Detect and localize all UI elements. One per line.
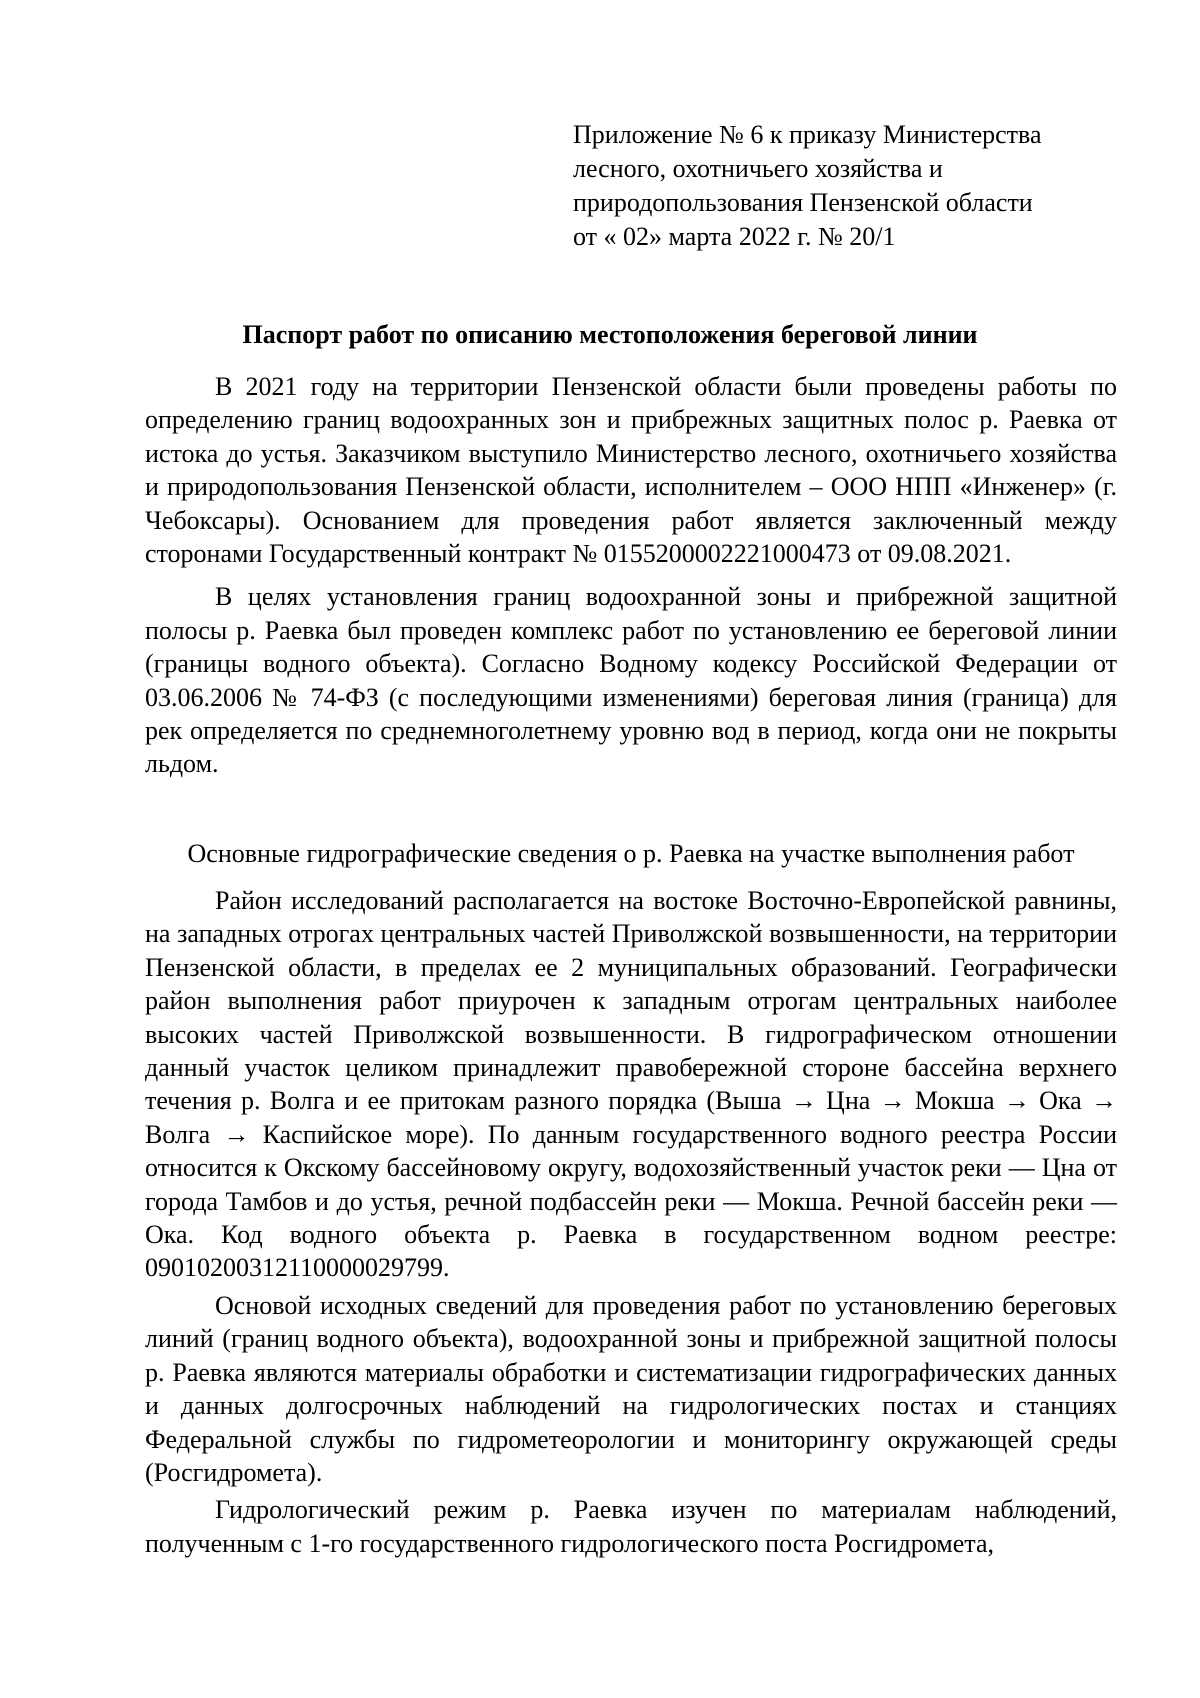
paragraph-hydrological-regime: Гидрологический режим р. Раевка изучен по материалам наблюдений, полученным с 1-го государственного гидрологического поста Росгидромета,	[145, 1495, 1117, 1558]
appendix-line: Приложение № 6 к приказу Министерства	[573, 120, 1042, 149]
paragraph-source-data: Основой исходных сведений для проведения работ по установлению береговых линий (границ водного объекта), водоохранной зоны и прибрежной защитной полосы р. Раевка являются материалы обработки и систематизации гидрографических данных и данных долгосрочных наблюдений на гидрологических постах и станциях Федеральной службы по гидрометеорологии и мониторингу окружающей среды (Росгидромета).	[145, 1290, 1117, 1487]
appendix-line: лесного, охотничьего хозяйства и	[573, 154, 943, 183]
intro-section	[145, 370, 1117, 781]
hydrographic-section	[145, 884, 1117, 1560]
appendix-reference	[573, 118, 1133, 254]
document-title: Паспорт работ по описанию местоположения береговой линии	[242, 320, 978, 349]
paragraph-works-overview: В 2021 году на территории Пензенской области были проведены работы по определению границ водоохранных зон и прибрежных защитных полос р. Раевка от истока до устья. Заказчиком выступило Министерство лесного, охотничьего хозяйства и природопользования Пензенской области, исполнителем – ООО НПП «Инженер» (г. Чебоксары). Основанием для проведения работ является заключенный между сторонами Государственный контракт № 0155200002221000473 от 09.08.2021.	[145, 372, 1117, 569]
paragraph-study-area: Район исследований располагается на востоке Восточно-Европейской равнины, на западных отрогах центральных частей Приволжской возвышенности, на территории Пензенской области, в пределах ее 2 муниципальных образований. Географически район выполнения работ приурочен к западным отрогам центральных наиболее высоких частей Приволжской возвышенности. В гидрографическом отношении данный участок целиком принадлежит правобережной стороне бассейна верхнего течения р. Волга и ее притокам разного порядка (Выша → Цна → Мокша → Ока → Волга → Каспийское море). По данным государственного водного реестра России относится к Окскому бассейновому округу, водохозяйственный участок реки — Цна от города Тамбов и до устья, речной подбассейн реки — Мокша. Речной бассейн реки — Ока. Код водного объекта р. Раевка в государственном водном реестре: 09010200312110000029799.	[145, 886, 1117, 1283]
appendix-line: от « 02» марта 2022 г. № 20/1	[573, 222, 896, 251]
paragraph-shoreline-definition: В целях установления границ водоохранной зоны и прибрежной защитной полосы р. Раевка был проведен комплекс работ по установлению ее береговой линии (границы водного объекта). Согласно Водному кодексу Российской Федерации от 03.06.2006 № 74-ФЗ (с последующими изменениями) береговая линия (граница) для рек определяется по среднемноголетнему уровню вод в период, когда они не покрыты льдом.	[145, 582, 1117, 779]
section-heading: Основные гидрографические сведения о р. Раевка на участке выполнения работ	[187, 839, 1075, 868]
appendix-line: природопользования Пензенской области	[573, 188, 1033, 217]
